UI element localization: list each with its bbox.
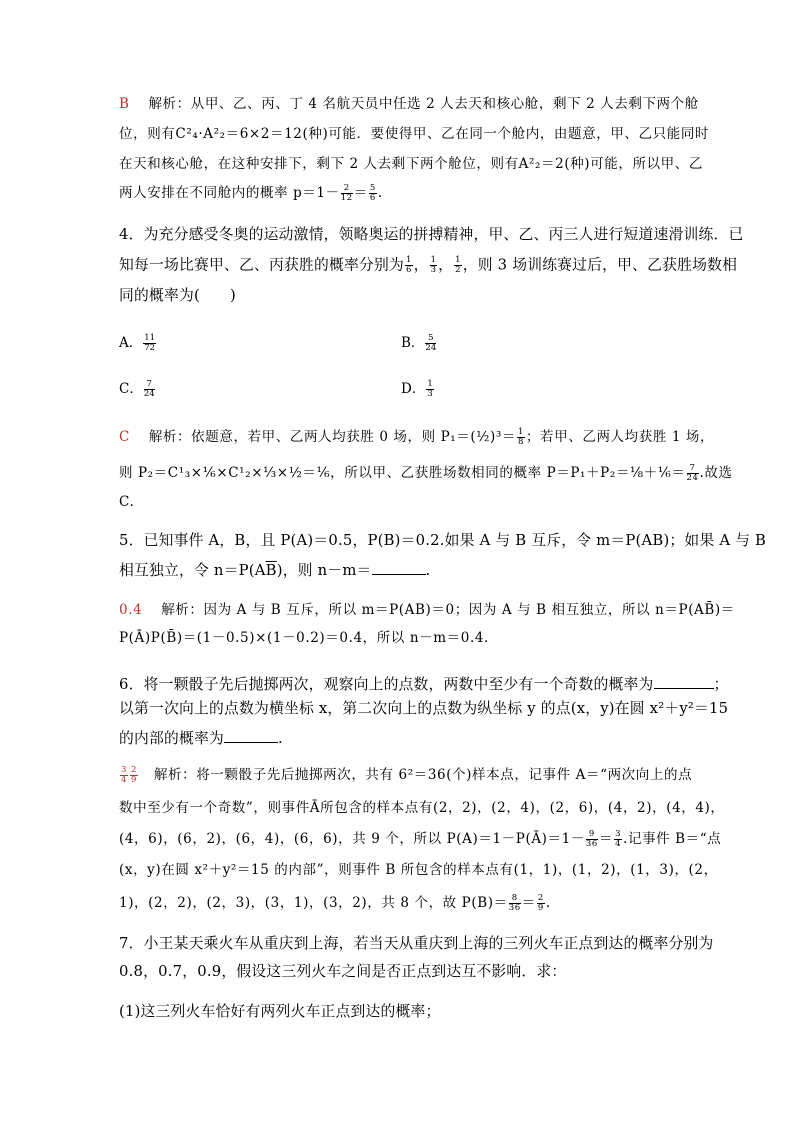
answer-blank[interactable] xyxy=(372,561,426,575)
fraction: $\frac{5}{6}$ xyxy=(369,183,376,203)
q6-solution-line2: 数中至少有一个奇数”，则事件Ā所包含的样本点有(2，2)，(2，4)，(2，6)，(4，2)，(4，4)， xyxy=(119,800,725,816)
answer-letter: B xyxy=(119,96,130,112)
q4-solution-line3: C. xyxy=(119,494,135,510)
answer-fraction: $\frac{3}{4}$ xyxy=(121,765,128,785)
fraction: $\frac{11}{72}$ xyxy=(144,333,156,353)
q5-solution-line1: 0.4 解析：因为 A 与 B 互斥，所以 m＝P(AB)＝0；因为 A 与 B 相互独立，所以 n＝P(AB̄)＝ xyxy=(119,602,735,618)
fraction: $\frac{1}{3}$ xyxy=(430,255,437,275)
q6-line3: 的内部的概率为 . xyxy=(119,730,283,747)
fraction: $\frac{2}{12}$ xyxy=(340,183,353,203)
answer-blank[interactable] xyxy=(654,675,714,689)
q7-line1: 7．小王某天乘火车从重庆到上海，若当天从重庆到上海的三列火车正点到达的概率分别为 xyxy=(119,935,714,952)
option-a[interactable]: A． $\frac{11}{72}$ xyxy=(119,333,156,353)
q3-solution-line2: 位，则有C²₄·A²₂＝6×2＝12(种)可能．要使得甲、乙在同一个舱内，由题意，甲、乙只能同时 xyxy=(119,126,710,142)
q4-line3: 同的概率为( ) xyxy=(119,287,236,304)
q3-solution-line3: 在天和核心舱，在这种安排下，剩下 2 人去剩下两个舱位，则有A²₂＝2(种)可能，所以甲、乙 xyxy=(119,156,703,172)
q5-line1: 5．已知事件 A，B，且 P(A)＝0.5，P(B)＝0.2.如果 A 与 B 互斥，令 m＝P(AB)；如果 A 与 B xyxy=(119,532,767,549)
fraction: $\frac{1}{6}$ xyxy=(405,255,412,275)
fraction: $\frac{8}{36}$ xyxy=(508,893,521,913)
q4-solution-line2: 则 P₂＝C¹₃×⅙×C¹₂×⅓×½＝⅙，所以甲、乙获胜场数相同的概率 P＝P₁＋P₂＝⅛＋⅙＝ $\frac{7}{24}$ .故选 xyxy=(119,463,733,483)
fraction: $\frac{5}{24}$ xyxy=(425,333,437,353)
q6-solution-line1: $\frac{3}{4}$ $\frac{2}{9}$ 解析：将一颗骰子先后抛掷两次，共有 6²＝36(个)样本点，记事件 A＝“两次向上的点 xyxy=(121,765,693,785)
q4-solution-line1: C 解析：依题意，若甲、乙两人均获胜 0 场，则 P₁＝(½)³＝ $\frac{1}{8}$ ；若甲、乙两人均获胜 1 场， xyxy=(119,427,715,447)
q7-line3: (1)这三列火车恰好有两列火车正点到达的概率； xyxy=(119,1003,441,1020)
q6-solution-line3: (4，6)，(6，2)，(6，4)，(6，6)，共 9 个，所以 P(A)＝1－P(Ā)＝1－ $\frac{9}{36}$ ＝ $\frac{3}{4}$ .记事件 B＝“点 xyxy=(119,829,722,849)
q5-line2: 相互独立，令 $n=P(A\overline{B})$，则 n－m＝ . xyxy=(119,562,431,579)
fraction: $\frac{1}{2}$ xyxy=(455,255,461,275)
fraction: $\frac{2}{9}$ xyxy=(537,893,544,913)
q6-solution-line4: (x，y)在圆 x²＋y²＝15 的内部”，则事件 B 所包含的样本点有(1，1)，(1，2)，(1，3)，(2， xyxy=(119,862,718,878)
option-d[interactable]: D． $\frac{1}{3}$ xyxy=(401,379,433,399)
option-c[interactable]: C． $\frac{7}{24}$ xyxy=(119,379,155,399)
fraction: $\frac{7}{24}$ xyxy=(686,463,699,483)
q6-line1: 6．将一颗骰子先后抛掷两次，观察向上的点数，两数中至少有一个奇数的概率为 ； xyxy=(119,676,729,693)
fraction: $\frac{9}{36}$ xyxy=(585,829,598,849)
fraction: $\frac{7}{24}$ xyxy=(143,379,155,399)
q6-solution-line5: 1)，(2，2)，(2，3)，(3，1)，(3，2)，共 8 个，故 P(B)＝ $\frac{8}{36}$ ＝ $\frac{2}{9}$ . xyxy=(119,893,551,913)
answer-fraction: $\frac{2}{9}$ xyxy=(131,765,138,785)
fraction: $\frac{1}{3}$ xyxy=(427,379,433,399)
fraction: $\frac{3}{4}$ xyxy=(615,829,622,849)
answer-blank[interactable] xyxy=(224,729,278,743)
q6-line2: 以第一次向上的点数为横坐标 x，第二次向上的点数为纵坐标 y 的点(x，y)在圆 x²＋y²＝15 xyxy=(119,700,729,717)
option-b[interactable]: B． $\frac{5}{24}$ xyxy=(401,333,437,353)
q4-line2: 知每一场比赛甲、乙、丙获胜的概率分别为 $\frac{1}{6}$ ， $\frac{1}{3}$ ， $\frac{1}{2}$ ，则 3 场训练赛过后，甲、乙获胜场数相 xyxy=(119,255,738,275)
q3-solution-line4: 两人安排在不同舱内的概率 p＝1－ $\frac{2}{12}$ ＝ $\frac{5}{6}$ . xyxy=(119,183,383,203)
q4-line1: 4．为充分感受冬奥的运动激情，领略奥运的拼搏精神，甲、乙、丙三人进行短道速滑训练．已 xyxy=(119,226,744,243)
q5-solution-line2: P(Ā)P(B̄)＝(1－0.5)×(1－0.2)＝0.4，所以 n－m＝0.4. xyxy=(119,630,489,646)
answer-value: 0.4 xyxy=(119,602,143,618)
q3-solution-line1: B 解析：从甲、乙、丙、丁 4 名航天员中任选 2 人去天和核心舱，剩下 2 人去剩下两个舱 xyxy=(119,96,699,112)
q7-line2: 0.8，0.7，0.9，假设这三列火车之间是否正点到达互不影响．求： xyxy=(119,963,567,980)
fraction: $\frac{1}{8}$ xyxy=(517,427,524,447)
answer-letter: C xyxy=(119,429,130,445)
